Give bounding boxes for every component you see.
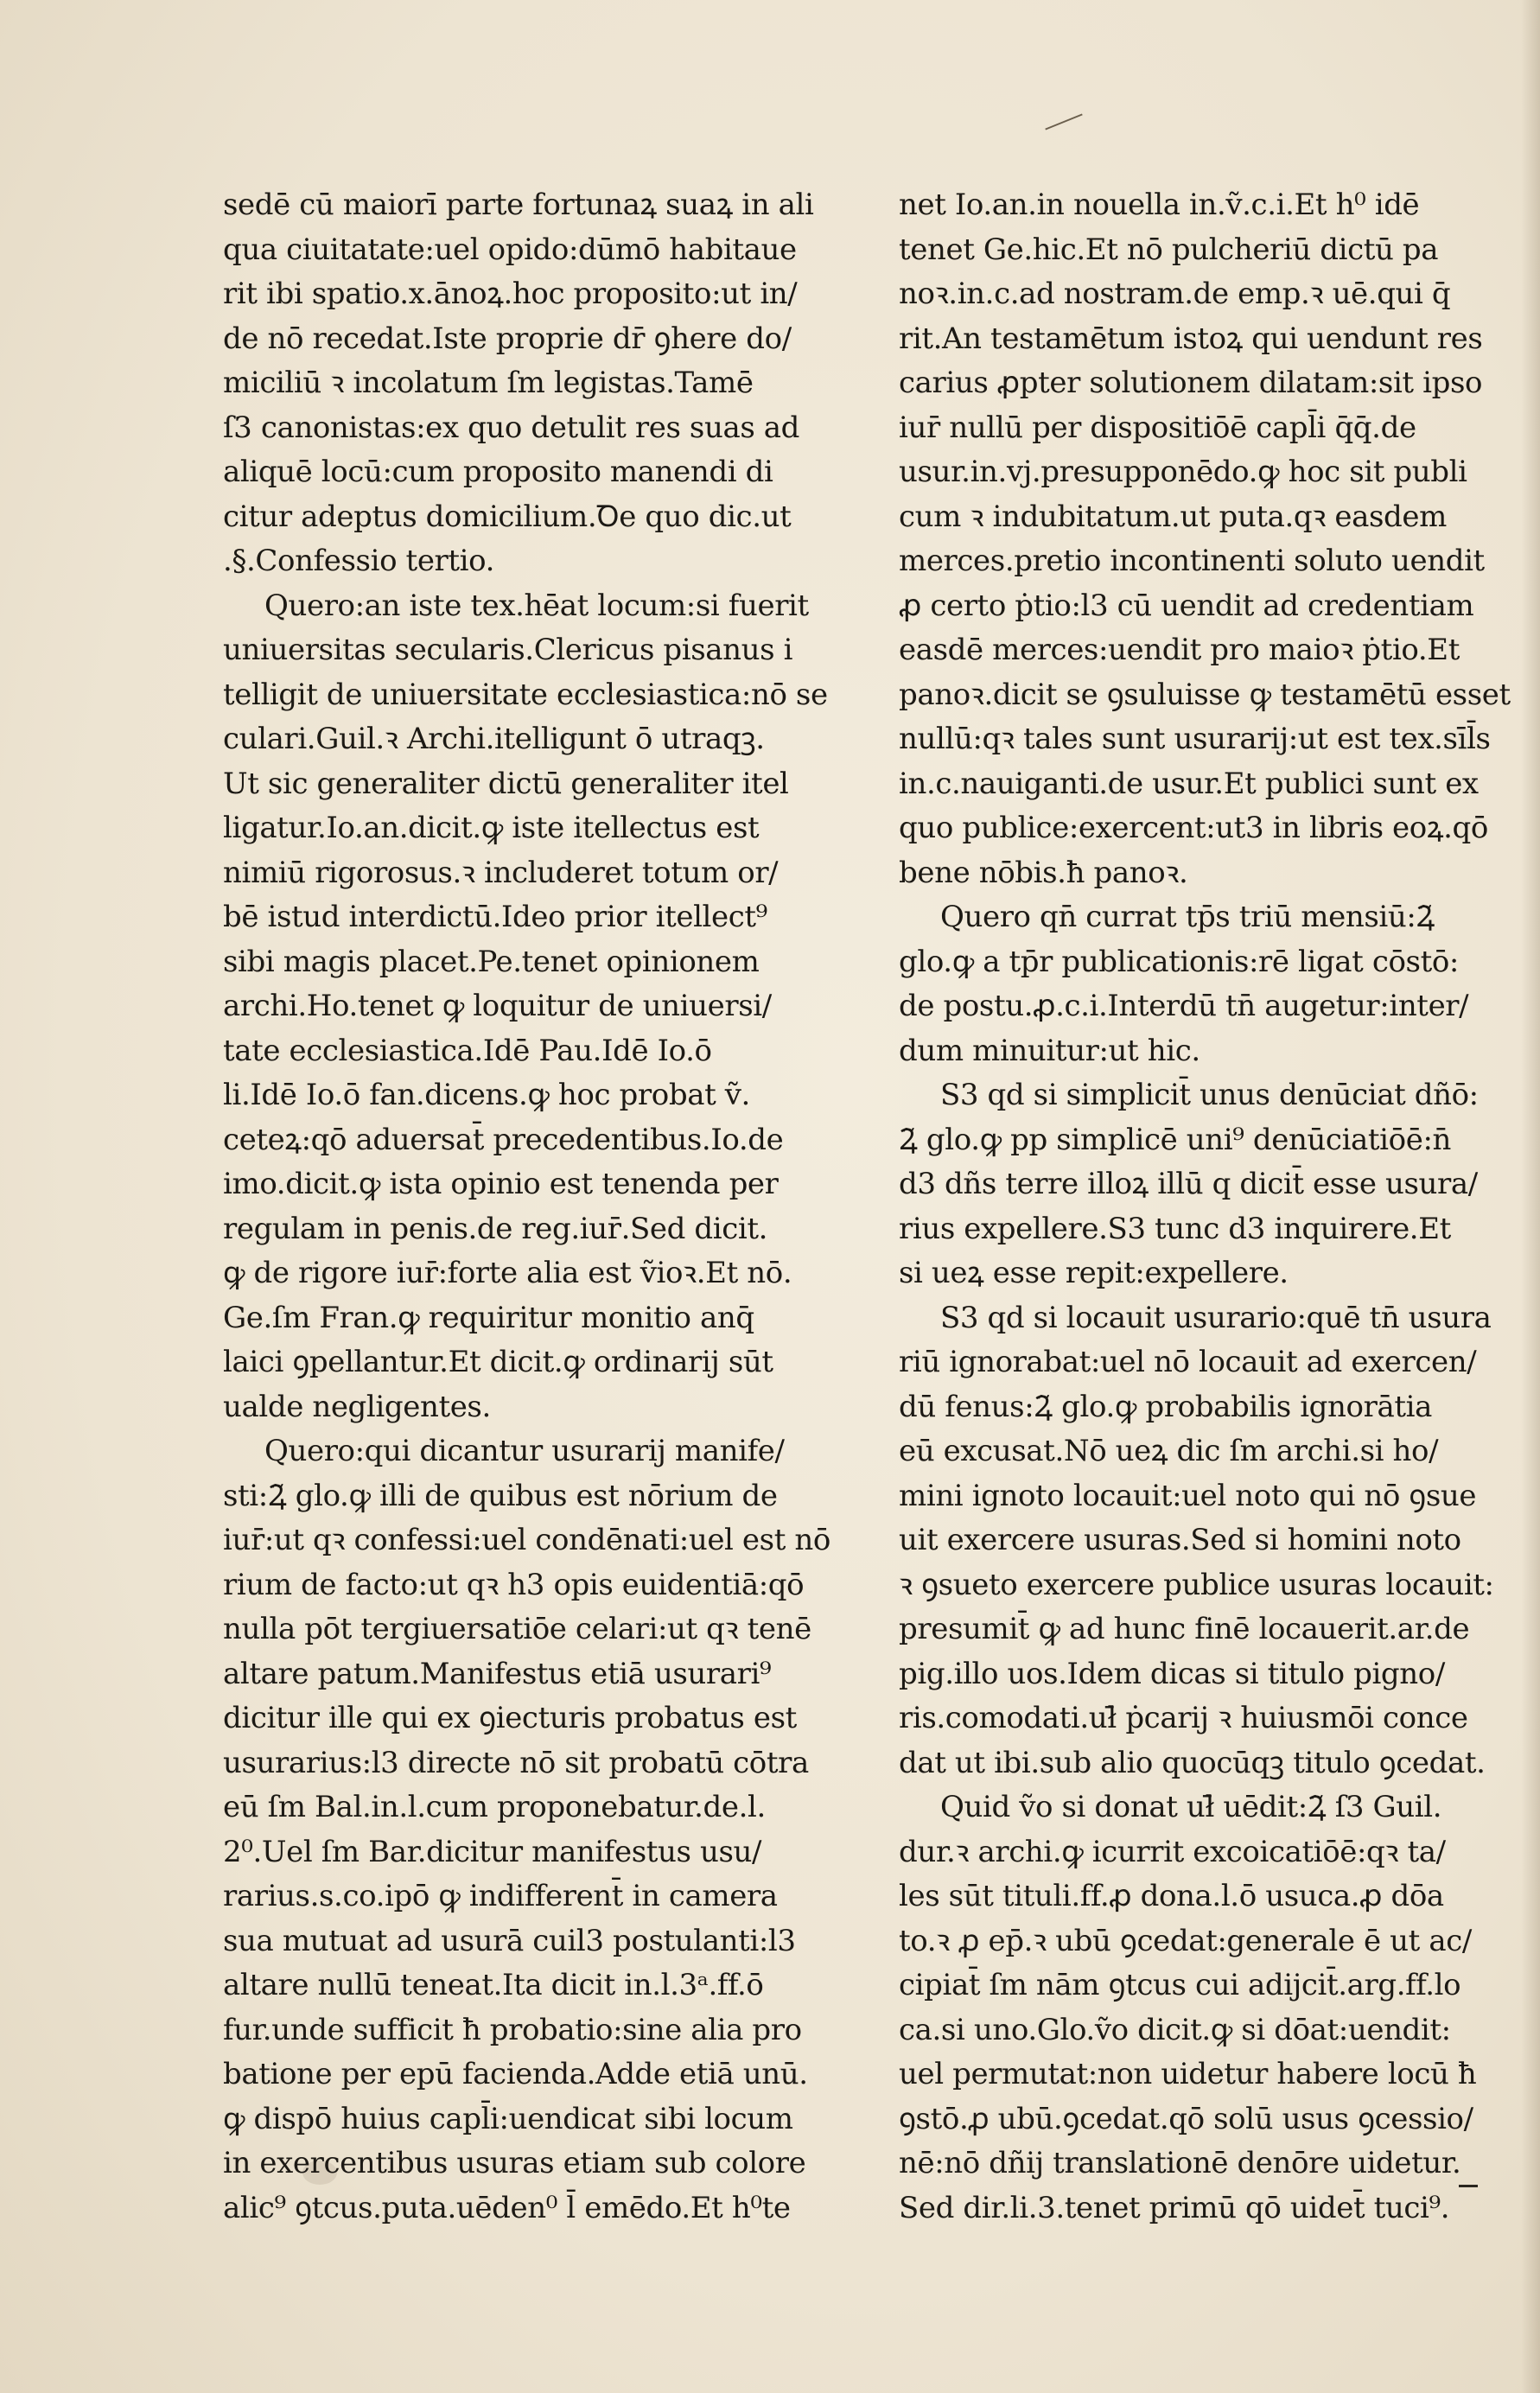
text-line: Ge.ſm Fran.ꝙ requiritur monitio anq̄ [223, 1300, 754, 1335]
text-line: batione per epū facienda.Adde etiā unū. [223, 2057, 808, 2091]
text-line: nulla pōt tergiuersatiōe celari:ut qꝛ tenē [223, 1612, 811, 1646]
text-line: ca.si uno.Glo.ṽo dicit.ꝙ si dōat:uendit: [899, 2012, 1451, 2047]
text-line: de postu.ꝓ.c.i.Interdū tn̄ augetur:inter/ [899, 989, 1469, 1023]
text-line: to.ꝛ ꝓ ep̄.ꝛ ubū ꝯcedat:generale ē ut ac/ [899, 1923, 1472, 1958]
text-line: rit.An testamētum istoꝝ qui uendunt res [899, 321, 1483, 356]
text-line: dur.ꝛ archi.ꝙ icurrit excoicatiōē:qꝛ ta/ [899, 1834, 1446, 1869]
text-line: .§.Confessio tertio. [223, 544, 495, 578]
text-line: quo publice:exercent:ut3 in libris eoꝝ.qō [899, 811, 1488, 845]
text-line: dat ut ibi.sub alio quocūqꝫ titulo ꝯcedat. [899, 1745, 1486, 1780]
text-line: les sūt tituli.ff.ꝓ dona.l.ō usuca.ꝓ dōa [899, 1879, 1444, 1913]
text-line: easdē merces:uendit pro maioꝛ ṗtio.Et [899, 633, 1460, 667]
text-line: riū ignorabat:uel nō locauit ad exercen/ [899, 1345, 1477, 1379]
text-line: cipiat̄ ſm nām ꝯtcus cui adijcit̄.arg.ff.lo [899, 1968, 1461, 2002]
text-line: in.c.nauiganti.de usur.Et publici sunt ex [899, 766, 1479, 801]
text-line: regulam in penis.de reg.iur̄.Sed dicit. [223, 1211, 768, 1246]
right-text-column [899, 183, 1538, 2231]
text-line: telligit de uniuersitate ecclesiastica:nō se [223, 677, 828, 712]
text-line: sibi magis placet.Pe.tenet opinionem [223, 944, 760, 979]
text-line: miciliū ꝛ incolatum ſm legistas.Tamē [223, 366, 754, 400]
text-line: Quero:an iste tex.hēat locum:si fuerit [264, 588, 809, 623]
left-text-column [223, 183, 862, 2231]
text-line: li.Idē Io.ō fan.dicens.ꝙ hoc probat ṽ. [223, 1078, 750, 1112]
text-line: altare patum.Manifestus etiā usurari⁹ [223, 1656, 772, 1691]
text-line: mini ignoto locauit:uel noto qui nō ꝯsue [899, 1478, 1477, 1513]
text-line: uel permutat:non uidetur habere locū ħ [899, 2057, 1477, 2091]
text-line: iur̄:ut qꝛ confessi:uel condēnati:uel est nō [223, 1523, 830, 1557]
text-line: presumit̄ ꝙ ad hunc finē locauerit.ar.de [899, 1612, 1470, 1646]
text-line: laici ꝯpellantur.Et dicit.ꝙ ordinarij sūt [223, 1345, 773, 1379]
text-line: bene nōbis.ħ panoꝛ. [899, 855, 1188, 890]
text-line: panoꝛ.dicit se ꝯsuluisse ꝙ testamētū esset [899, 677, 1511, 712]
ink-stroke-mark [1045, 113, 1082, 130]
text-line: sti:Ꝝ̃ glo.ꝙ illi de quibus est nōrium de [223, 1478, 778, 1513]
text-line: aliquē locū:cum proposito manendi di [223, 455, 773, 489]
text-line: dū fenus:Ꝝ̃ glo.ꝙ probabilis ignorātia [899, 1389, 1432, 1424]
text-line: si ueꝝ esse repit:expellere. [899, 1256, 1289, 1290]
text-line: ligatur.Io.an.dicit.ꝙ iste itellectus est [223, 811, 760, 845]
text-line: altare nullū teneat.Ita dicit in.l.3ᵃ.ff.ō [223, 1968, 764, 2002]
text-line: rit ibi spatio.x.ānoꝝ.hoc proposito:ut in/ [223, 277, 798, 311]
text-line: ꝯstō.ꝓ ubū.ꝯcedat.qō solū usus ꝯcessio/ [899, 2101, 1473, 2136]
text-line: de nō recedat.Iste proprie dr̄ ꝯhere do/ [223, 321, 792, 356]
text-line: culari.Guil.ꝛ Archi.itelligunt ō utraqꝫ. [223, 722, 765, 756]
text-line: merces.pretio incontinenti soluto uendit [899, 544, 1485, 578]
text-line: ꝙ de rigore iur̄:forte alia est ṽioꝛ.Et nō. [223, 1256, 792, 1290]
text-line: ſ3 canonistas:ex quo detulit res suas ad [223, 410, 800, 445]
text-line: ceteꝝ:qō aduersat̄ precedentibus.Io.de [223, 1122, 784, 1157]
text-line: Quero:qui dicantur usurarij manife/ [264, 1434, 785, 1468]
text-line: qua ciuitatate:uel opido:dūmō habitaue [223, 232, 797, 267]
text-line: tate ecclesiastica.Idē Pau.Idē Io.ō [223, 1033, 712, 1068]
text-line: 2⁰.Uel ſm Bar.dicitur manifestus usu/ [223, 1834, 762, 1869]
text-line: alic⁹ ꝯtcus.puta.uēden⁰ l̄ emēdo.Et h⁰te [223, 2190, 791, 2225]
text-line: cum ꝛ indubitatum.ut puta.qꝛ easdem [899, 499, 1447, 534]
text-line: archi.Ho.tenet ꝙ loquitur de uniuersi/ [223, 989, 772, 1023]
text-line: citur adeptus domicilium.Ꝺe quo dic.ut [223, 499, 792, 534]
text-line: imo.dicit.ꝙ ista opinio est tenenda per [223, 1167, 779, 1201]
text-line: eū excusat.Nō ueꝝ dic ſm archi.si ho/ [899, 1434, 1439, 1468]
text-line: carius ꝓpter solutionem dilatam:sit ipso [899, 366, 1483, 400]
text-line: S3 qd si simplicit̄ unus denūciat dñō: [940, 1078, 1479, 1112]
text-line: Sed dir.li.3.tenet primū qō uidet̄ tuci⁹. [899, 2190, 1450, 2225]
text-line: net Io.an.in nouella in.ṽ.c.i.Et h⁰ idē [899, 188, 1420, 222]
text-line: ꝛ ꝯsueto exercere publice usuras locauit: [899, 1567, 1494, 1602]
text-line: usur.in.vj.presupponēdo.ꝙ hoc sit publi [899, 455, 1467, 489]
text-line: dum minuitur:ut hic. [899, 1033, 1200, 1068]
text-line: nullū:qꝛ tales sunt usurarij:ut est tex.sīl̄s [899, 722, 1491, 756]
text-line: eū ſm Bal.in.l.cum proponebatur.de.l. [223, 1790, 766, 1824]
text-line: uit exercere usuras.Sed si homini noto [899, 1523, 1461, 1557]
text-line: iur̄ nullū per dispositiōē capl̄i q̄q̄.de [899, 410, 1416, 445]
text-line: ꝙ dispō huius capl̄i:uendicat sibi locum [223, 2101, 793, 2136]
text-line: d3 dñs terre illoꝝ illū q dicit̄ esse usura/ [899, 1167, 1478, 1201]
text-line: Ꝝ̃ glo.ꝙ pp simplicē uni⁹ denūciatiōē:n̄ [899, 1122, 1452, 1157]
text-line: S3 qd si locauit usurario:quē tn̄ usura [940, 1300, 1492, 1335]
text-line: rius expellere.S3 tunc d3 inquirere.Et [899, 1211, 1451, 1246]
text-line: in exercentibus usuras etiam sub colore [223, 2146, 806, 2180]
text-line: Quero qn̄ currat tp̄s triū mensiū:Ꝝ̃ [940, 900, 1435, 934]
text-line: bē istud interdictū.Ideo prior itellect⁹ [223, 900, 767, 934]
text-line: uniuersitas secularis.Clericus pisanus i [223, 633, 793, 667]
text-line: sedē cū maiorī parte fortunaꝝ suaꝝ in ali [223, 188, 814, 222]
text-line: dicitur ille qui ex ꝯiecturis probatus est [223, 1701, 797, 1735]
text-line: glo.ꝙ a tp̄r publicationis:rē ligat cōstō: [899, 944, 1459, 979]
text-line: nē:nō dñij translationē denōre uidetur. [899, 2146, 1461, 2180]
text-line: fur.unde sufficit ħ probatio:sine alia pro [223, 2012, 802, 2047]
text-line: noꝛ.in.c.ad nostram.de emp.ꝛ uē.qui q̄ [899, 277, 1451, 311]
text-line: rarius.s.co.ipō ꝙ indifferent̄ in camera [223, 1879, 778, 1913]
text-line: Ut sic generaliter dictū generaliter itel [223, 766, 789, 801]
text-line: tenet Ge.hic.Et nō pulcheriū dictū pa [899, 232, 1439, 267]
text-line: pig.illo uos.Idem dicas si titulo pigno/ [899, 1656, 1445, 1691]
text-line: ris.comodati.uł̄ ṗcarij ꝛ huiusmōi conce [899, 1701, 1468, 1735]
text-line: usurarius:l3 directe nō sit probatū cōtra [223, 1745, 809, 1780]
text-line: ꝓ certo ṗtio:l3 cū uendit ad credentiam [899, 588, 1474, 623]
text-line: ualde negligentes. [223, 1389, 491, 1424]
text-line: sua mutuat ad usurā cuil3 postulanti:l3 [223, 1923, 796, 1958]
text-line: nimiū rigorosus.ꝛ includeret totum or/ [223, 855, 779, 890]
text-line: rium de facto:ut qꝛ h3 opis euidentiā:qō [223, 1567, 805, 1602]
text-line: Quid ṽo si donat uł̄ uēdit:Ꝝ̃ ſ3 Guil. [940, 1790, 1442, 1824]
